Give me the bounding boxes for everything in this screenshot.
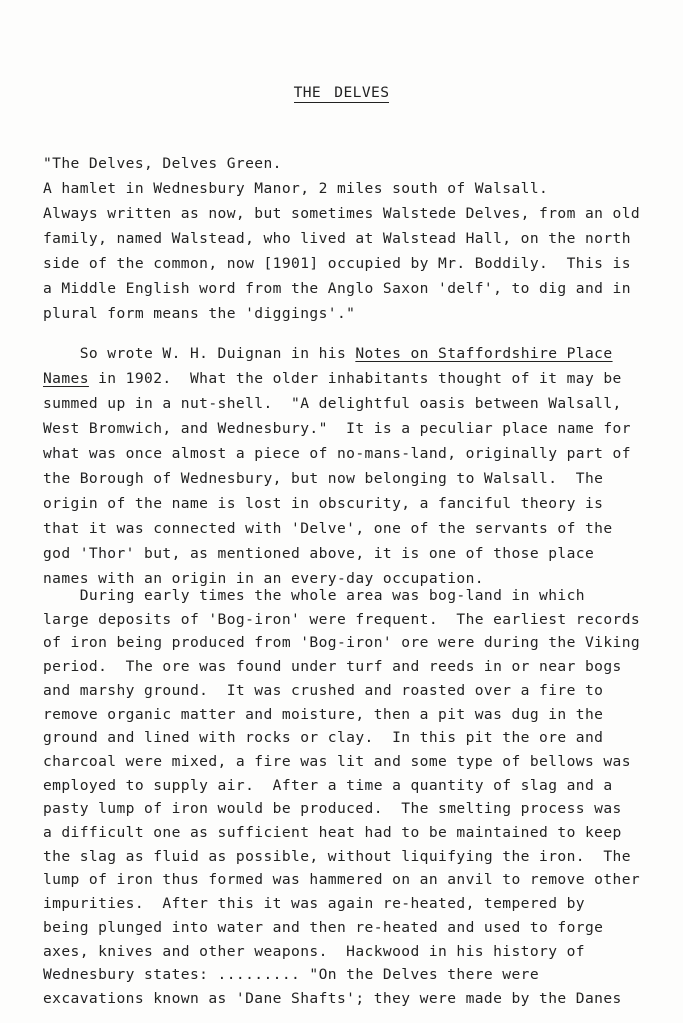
quote-line: a Middle English word from the Anglo Saxon 'delf', to dig and in — [43, 280, 631, 297]
body-line: the slag as fluid as possible, without liquifying the iron. The — [43, 848, 631, 865]
body-line: names with an origin in an every-day occupation. — [43, 570, 484, 587]
quote-line: "The Delves, Delves Green. — [43, 155, 282, 172]
body-line: that it was connected with 'Delve', one of the servants of the — [43, 520, 613, 537]
body-line: what was once almost a piece of no-mans-land, originally part of — [43, 445, 631, 462]
body-line: large deposits of 'Bog-iron' were frequent. The earliest records — [43, 611, 641, 628]
quote-line: side of the common, now [1901] occupied by Mr. Boddily. This is — [43, 255, 631, 272]
body-line: of iron being produced from 'Bog-iron' ore were during the Viking — [43, 634, 641, 651]
quote-line: plural form means the 'diggings'." — [43, 305, 356, 322]
book-title-underlined: Notes on Staffordshire Place — [355, 345, 613, 362]
body-text: in 1902. What the older inhabitants thought of it may be — [88, 370, 622, 387]
body-line — [43, 345, 613, 362]
body-line: remove organic matter and moisture, then a pit was dug in the — [43, 706, 604, 723]
body-line — [43, 370, 622, 387]
body-line: a difficult one as sufficient heat had to be maintained to keep — [43, 824, 622, 841]
body-line: During early times the whole area was bog-land in which — [43, 587, 585, 604]
body-line: summed up in a nut-shell. "A delightful oasis between Walsall, — [43, 395, 622, 412]
body-line: West Bromwich, and Wednesbury." It is a peculiar place name for — [43, 420, 631, 437]
body-line: lump of iron thus formed was hammered on an anvil to remove other — [43, 871, 641, 888]
body-line: excavations known as 'Dane Shafts'; they were made by the Danes — [43, 990, 622, 1007]
body-line: axes, knives and other weapons. Hackwood in his history of — [43, 943, 585, 960]
body-line: the Borough of Wednesbury, but now belonging to Walsall. The — [43, 470, 604, 487]
body-line: and marshy ground. It was crushed and roasted over a fire to — [43, 682, 604, 699]
body-line: Wednesbury states: ......... "On the Delves there were — [43, 966, 540, 983]
body-line: god 'Thor' but, as mentioned above, it is one of those place — [43, 545, 595, 562]
body-line: employed to supply air. After a time a quantity of slag and a — [43, 777, 613, 794]
body-line: impurities. After this it was again re-heated, tempered by — [43, 895, 585, 912]
body-line: pasty lump of iron would be produced. The smelting process was — [43, 800, 622, 817]
page-title — [0, 84, 683, 103]
quote-line: family, named Walstead, who lived at Walstead Hall, on the north — [43, 230, 631, 247]
body-line: period. The ore was found under turf and reeds in or near bogs — [43, 658, 622, 675]
quote-line: Always written as now, but sometimes Walstede Delves, from an old — [43, 205, 641, 222]
quote-line: A hamlet in Wednesbury Manor, 2 miles south of Walsall. — [43, 180, 549, 197]
body-line: ground and lined with rocks or clay. In this pit the ore and — [43, 729, 604, 746]
book-title-underlined: Names — [43, 370, 89, 387]
body-line: being plunged into water and then re-heated and used to forge — [43, 919, 604, 936]
page-title-text: THE DELVES — [293, 84, 390, 101]
body-line: origin of the name is lost in obscurity, a fanciful theory is — [43, 495, 604, 512]
body-text: So wrote W. H. Duignan in his — [43, 345, 356, 362]
body-line: charcoal were mixed, a fire was lit and some type of bellows was — [43, 753, 631, 770]
